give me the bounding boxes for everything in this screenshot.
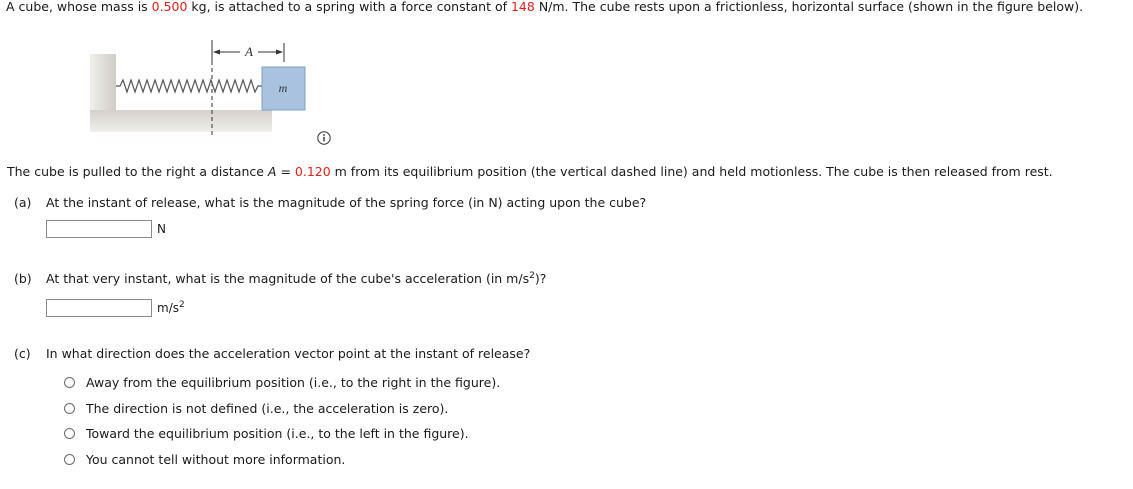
cube-mass-label: m: [278, 81, 288, 95]
mass-value: 0.500: [151, 0, 188, 14]
part-b-answer: [46, 298, 185, 318]
part-c-question: (c) In what direction does the acceleration vector point at the instant of release?: [14, 346, 531, 361]
amplitude-label: A: [245, 44, 253, 59]
spring-force-input[interactable]: [46, 220, 152, 238]
direction-option-unknown[interactable]: [64, 447, 500, 473]
acceleration-input[interactable]: [46, 299, 152, 317]
part-c-label: (c): [14, 346, 31, 361]
option-label: The direction is not defined (i.e., the acceleration is zero).: [86, 400, 449, 416]
problem-intro: A cube, whose mass is 0.500 kg, is attached to a spring with a force constant of 148 N/m. The cube rests upon a frictionless, horizontal surface (shown in the figure below).: [6, 0, 1084, 14]
spring-mass-figure: [86, 40, 346, 150]
direction-option-undefined[interactable]: [64, 396, 500, 422]
option-label: Away from the equilibrium position (i.e., to the right in the figure).: [86, 375, 501, 391]
distance-value: 0.120: [294, 164, 331, 179]
spring-mass-diagram: [86, 40, 346, 150]
part-a-answer: [46, 219, 166, 239]
radio-button[interactable]: [64, 403, 75, 414]
direction-options: [64, 370, 500, 472]
radio-button[interactable]: [64, 428, 75, 439]
spring: [116, 80, 262, 92]
option-label: Toward the equilibrium position (i.e., to the left in the figure).: [86, 426, 469, 442]
radio-button[interactable]: [64, 377, 75, 388]
floor: [90, 110, 272, 132]
part-a-label: (a): [14, 195, 32, 210]
part-a-unit: N: [157, 222, 166, 236]
direction-option-toward[interactable]: [64, 421, 500, 447]
info-icon[interactable]: [317, 131, 331, 145]
part-a-question: (a) At the instant of release, what is the magnitude of the spring force (in N) acting upon the cube?: [14, 195, 647, 210]
radio-button[interactable]: [64, 454, 75, 465]
part-b-unit: $m/s^2$: [157, 300, 185, 315]
problem-statement: The cube is pulled to the right a distance A = 0.120 m from its equilibrium position (the vertical dashed line) and held motionless. The cube is then released from rest.: [7, 164, 1053, 179]
spring-constant-value: 148: [510, 0, 535, 14]
option-label: You cannot tell without more information.: [86, 451, 346, 467]
part-b-label: (b): [14, 271, 32, 286]
direction-option-away[interactable]: [64, 370, 500, 396]
part-b-question: (b) At that very instant, what is the magnitude of the cube's acceleration (in $m/s^2$)?: [14, 270, 547, 286]
